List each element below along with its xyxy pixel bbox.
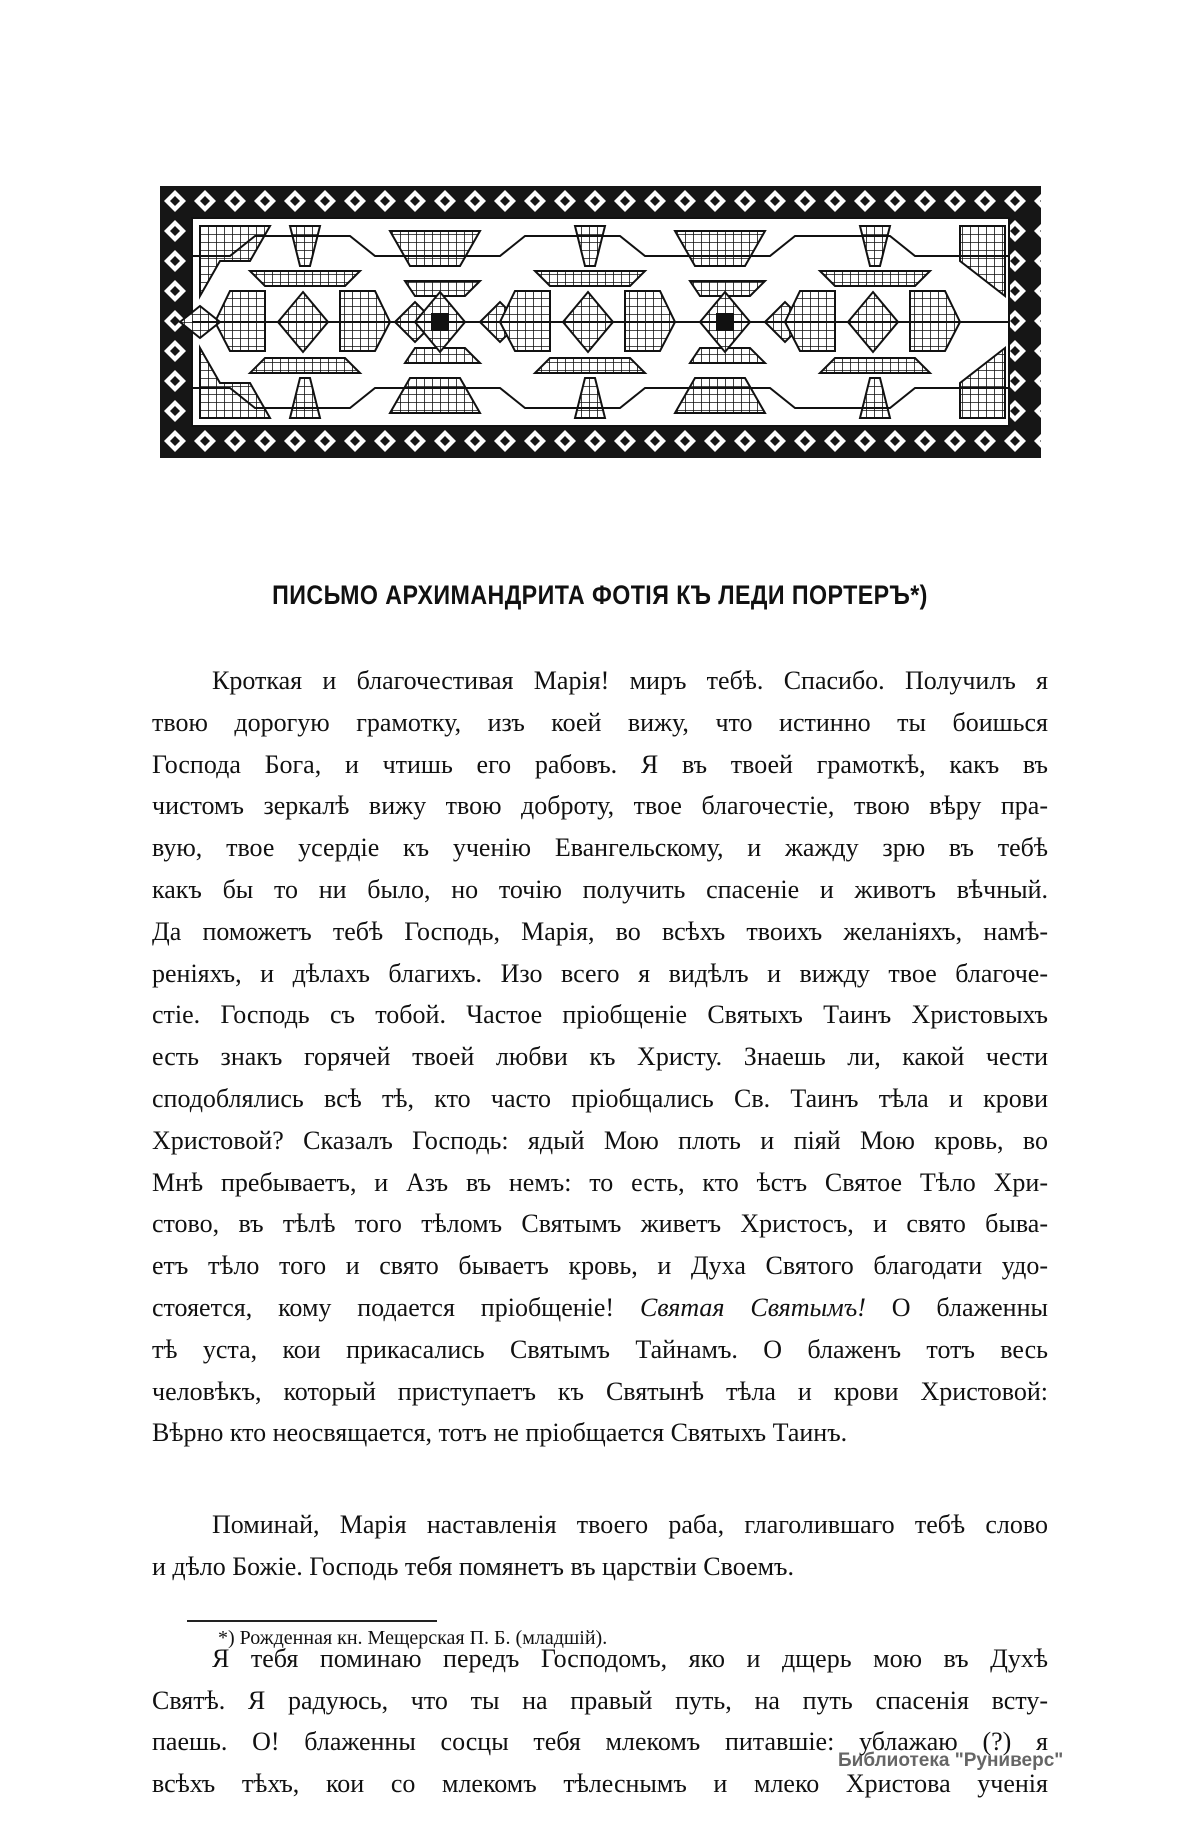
italic-phrase: Святая Святымъ!: [639, 1292, 866, 1322]
footnote: *) Рожденная кн. Мещерская П. Б. (младшій).: [218, 1627, 608, 1649]
text-line: чистомъ зеркалѣ вижу твою доброту, твое благочестіе, твою вѣру пра-: [152, 791, 1048, 821]
paragraph-2: [152, 1504, 1048, 1588]
text-line: Я тебя поминаю передъ Господомъ, яко и дщерь мою въ Духѣ: [212, 1643, 1048, 1673]
text-line: Поминай, Марія наставленія твоего раба, глаголившаго тебѣ слово: [212, 1510, 1048, 1540]
text-line-with-italic: [152, 1287, 1048, 1329]
text-line: Господа Бога, и чтишь его рабовъ. Я въ твоей грамоткѣ, какъ въ: [152, 749, 1048, 779]
text-line: вую, твое усердіе къ ученію Евангельскому, и жажду зрю въ тебѣ: [152, 833, 1048, 863]
text-line: Кроткая и благочестивая Марія! миръ тебѣ. Спасибо. Получилъ я: [212, 666, 1048, 695]
text-line: сподоблялись всѣ тѣ, кто часто пріобщались Св. Таинъ тѣла и крови: [152, 1083, 1048, 1113]
text-line: Да поможетъ тебѣ Господь, Марія, во всѣхъ твоихъ желаніяхъ, намѣ-: [152, 916, 1048, 946]
text-segment: О блаженны: [865, 1292, 1048, 1322]
paragraph-1: [152, 660, 1048, 1454]
text-line: Мнѣ пребываетъ, и Азъ въ немъ: то есть, кто ѣстъ Святое Тѣло Хри-: [152, 1167, 1048, 1197]
text-line: какъ бы то ни было, но точію получить спасеніе и животъ вѣчный.: [152, 874, 1048, 904]
footnote-divider: [187, 1620, 437, 1622]
article-title: ПИСЬМО АРХИМАНДРИТА ФОТІЯ КЪ ЛЕДИ ПОРТЕРЪ*): [272, 580, 928, 610]
text-line: человѣкъ, который приступаетъ къ Святынѣ тѣла и крови Христовой:: [152, 1376, 1048, 1406]
text-line: есть знакъ горячей твоей любви къ Христу. Знаешь ли, какой чести: [152, 1042, 1048, 1072]
text-line: тѣ уста, кои прикасались Святымъ Тайнамъ. О блаженъ тотъ весь: [152, 1334, 1048, 1364]
text-line: твою дорогую грамотку, изъ коей вижу, что истинно ты боишься: [152, 707, 1048, 737]
text-line: Христовой? Сказалъ Господь: ядый Мою плоть и піяй Мою кровь, во: [152, 1125, 1048, 1155]
text-line: етъ тѣло того и свято бываетъ кровь, и Духа Святого благодати удо-: [152, 1251, 1048, 1281]
text-line: всѣхъ тѣхъ, кои со млекомъ тѣлеснымъ и млеко Христова ученія: [152, 1769, 1048, 1799]
text-line: Вѣрно кто неосвящается, тотъ не пріобщается Святыхъ Таинъ.: [152, 1418, 848, 1448]
text-line: стіе. Господь съ тобой. Частое пріобщеніе Святыхъ Таинъ Христовыхъ: [152, 1000, 1048, 1030]
decorative-ornament-headpiece: [160, 186, 1041, 458]
text-segment: стояется, кому подается пріобщеніе!: [152, 1292, 640, 1322]
text-line: паешь. О! блаженны сосцы тебя млекомъ питавшіе: ублажаю (?) я: [152, 1727, 1048, 1757]
paragraph-3: [152, 1638, 1048, 1805]
text-line: стово, въ тѣлѣ того тѣломъ Святымъ живетъ Христосъ, и свято быва-: [152, 1209, 1048, 1239]
text-line: и дѣло Божіе. Господь тебя помянетъ въ царствіи Своемъ.: [152, 1551, 795, 1581]
library-watermark: Библиотека "Руниверс": [838, 1750, 1064, 1771]
text-line: реніяхъ, и дѣлахъ благихъ. Изо всего я видѣлъ и вижду твое благоче-: [152, 958, 1048, 988]
text-line: Святѣ. Я радуюсь, что ты на правый путь, на путь спасенія всту-: [152, 1685, 1048, 1715]
